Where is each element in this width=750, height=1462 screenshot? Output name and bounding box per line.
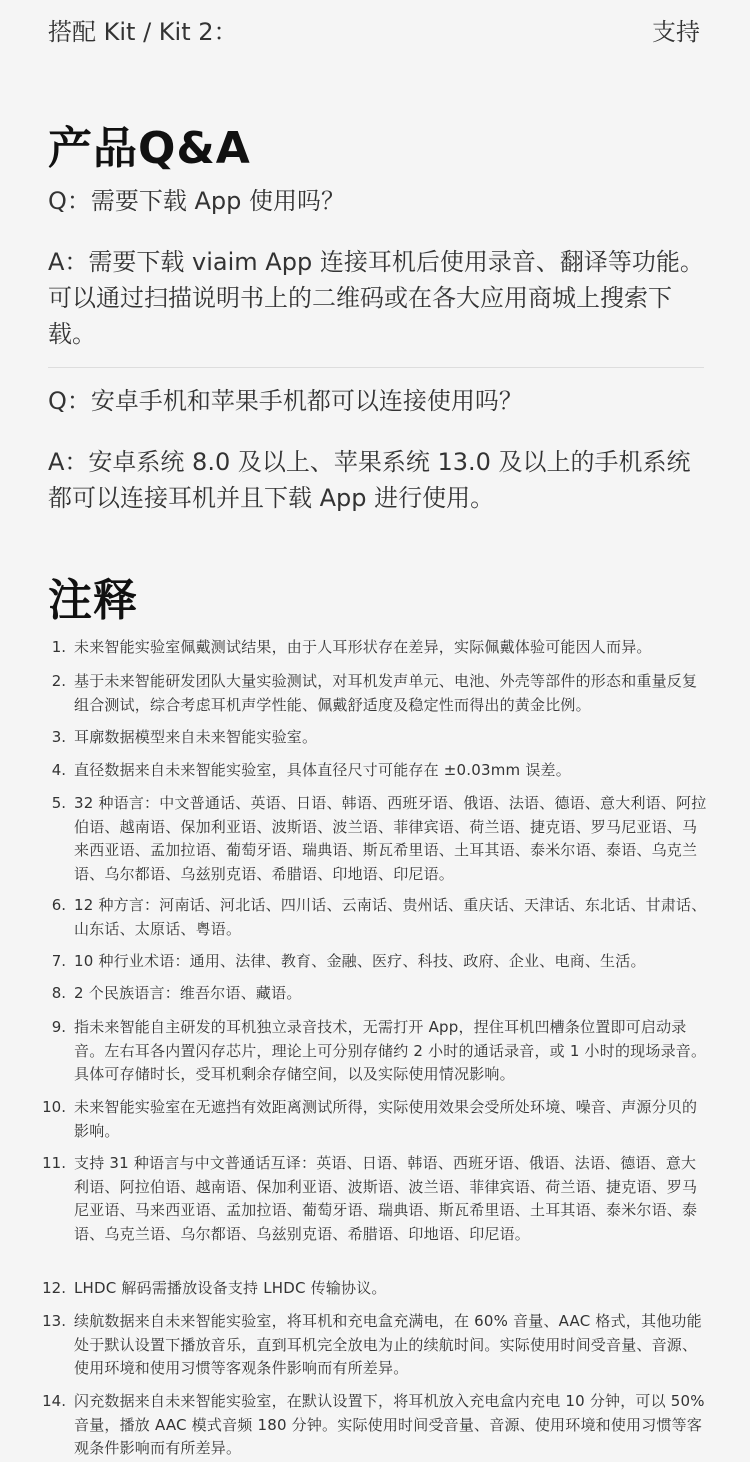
support-link[interactable]: 支持 xyxy=(652,18,700,46)
page-title: 搭配 Kit / Kit 2： xyxy=(48,18,238,46)
note-number: 13. xyxy=(42,1312,66,1330)
note-text: 指未来智能自主研发的耳机独立录音技术，无需打开 App，捏住耳机凹槽条位置即可启动录音。左右耳各内置闪存芯片，理论上可分别存储约 2 小时的通话录音，或 1 小时的现场录音。具体可存储时长，受耳机剩余存储空间，以及实际使用情况影响。 xyxy=(74,1018,707,1084)
qa-divider xyxy=(48,367,704,368)
note-text: 2 个民族语言：维吾尔语、藏语。 xyxy=(74,984,302,1002)
note-number: 6. xyxy=(51,896,66,914)
note-number: 14. xyxy=(42,1392,66,1410)
note-text: 续航数据来自未来智能实验室，将耳机和充电盒充满电，在 60% 音量、AAC 格式，其他功能处于默认设置下播放音乐，直到耳机完全放电为止的续航时间。实际使用时间受音量、音源、使用环境和使用习惯等客观条件影响而有所差异。 xyxy=(74,1312,702,1378)
notes-heading: 注释 xyxy=(48,575,138,626)
top-bar xyxy=(0,0,750,60)
qa-heading: 产品Q&A xyxy=(48,123,251,174)
note-text: 直径数据来自未来智能实验室，具体直径尺寸可能存在 ±0.03mm 误差。 xyxy=(74,761,571,779)
note-text: 支持 31 种语言与中文普通话互译：英语、日语、韩语、西班牙语、俄语、法语、德语、意大利语、阿拉伯语、越南语、保加利亚语、波斯语、波兰语、菲律宾语、荷兰语、捷克语、罗马尼亚语、马来西亚语、孟加拉语、葡萄牙语、瑞典语、斯瓦希里语、土耳其语、泰米尔语、泰语、乌克兰语、乌尔都语、乌兹别克语、希腊语、印地语、印尼语。 xyxy=(74,1154,698,1243)
note-number: 8. xyxy=(51,984,66,1002)
note-number: 3. xyxy=(51,728,66,746)
qa-answer-2: A：安卓系统 8.0 及以上、苹果系统 13.0 及以上的手机系统都可以连接耳机并且下载 App 进行使用。 xyxy=(48,448,691,512)
qa-question-2: Q：安卓手机和苹果手机都可以连接使用吗？ xyxy=(48,387,523,415)
note-text: 32 种语言：中文普通话、英语、日语、韩语、西班牙语、俄语、法语、德语、意大利语、阿拉伯语、越南语、保加利亚语、波斯语、波兰语、菲律宾语、荷兰语、捷克语、罗马尼亚语、马来西亚语、孟加拉语、葡萄牙语、瑞典语、斯瓦希里语、土耳其语、泰米尔语、泰语、乌克兰语、乌尔都语、乌兹别克语、希腊语、印地语、印尼语。 xyxy=(74,794,707,883)
note-text: 基于未来智能研发团队大量实验测试，对耳机发声单元、电池、外壳等部件的形态和重量反复组合测试，综合考虑耳机声学性能、佩戴舒适度及稳定性而得出的黄金比例。 xyxy=(74,672,698,714)
note-number: 2. xyxy=(51,672,66,690)
note-number: 9. xyxy=(51,1018,66,1036)
note-number: 5. xyxy=(51,794,66,812)
note-text: 未来智能实验室佩戴测试结果，由于人耳形状存在差异，实际佩戴体验可能因人而异。 xyxy=(74,638,652,656)
note-text: LHDC 解码需播放设备支持 LHDC 传输协议。 xyxy=(74,1279,387,1297)
note-text: 闪充数据来自未来智能实验室，在默认设置下，将耳机放入充电盒内充电 10 分钟，可以 50% 音量，播放 AAC 模式音频 180 分钟。实际使用时间受音量、音源、使用环境和使用习惯等客观条件影响而有所差异。 xyxy=(74,1392,705,1458)
note-text: 10 种行业术语：通用、法律、教育、金融、医疗、科技、政府、企业、电商、生活。 xyxy=(74,952,646,970)
note-number: 7. xyxy=(51,952,66,970)
note-number: 4. xyxy=(51,761,66,779)
note-number: 12. xyxy=(42,1279,66,1297)
note-text: 耳廓数据模型来自未来智能实验室。 xyxy=(74,728,318,746)
note-number: 1. xyxy=(51,638,66,656)
note-text: 12 种方言：河南话、河北话、四川话、云南话、贵州话、重庆话、天津话、东北话、甘肃话、山东话、太原话、粤语。 xyxy=(74,896,707,938)
note-number: 11. xyxy=(42,1154,66,1172)
qa-answer-1: A：需要下载 viaim App 连接耳机后使用录音、翻译等功能。可以通过扫描说明书上的二维码或在各大应用商城上搜索下载。 xyxy=(48,248,704,348)
note-number: 10. xyxy=(42,1098,66,1116)
note-text: 未来智能实验室在无遮挡有效距离测试所得，实际使用效果会受所处环境、噪音、声源分贝的影响。 xyxy=(74,1098,698,1140)
qa-question-1: Q：需要下载 App 使用吗？ xyxy=(48,187,346,215)
